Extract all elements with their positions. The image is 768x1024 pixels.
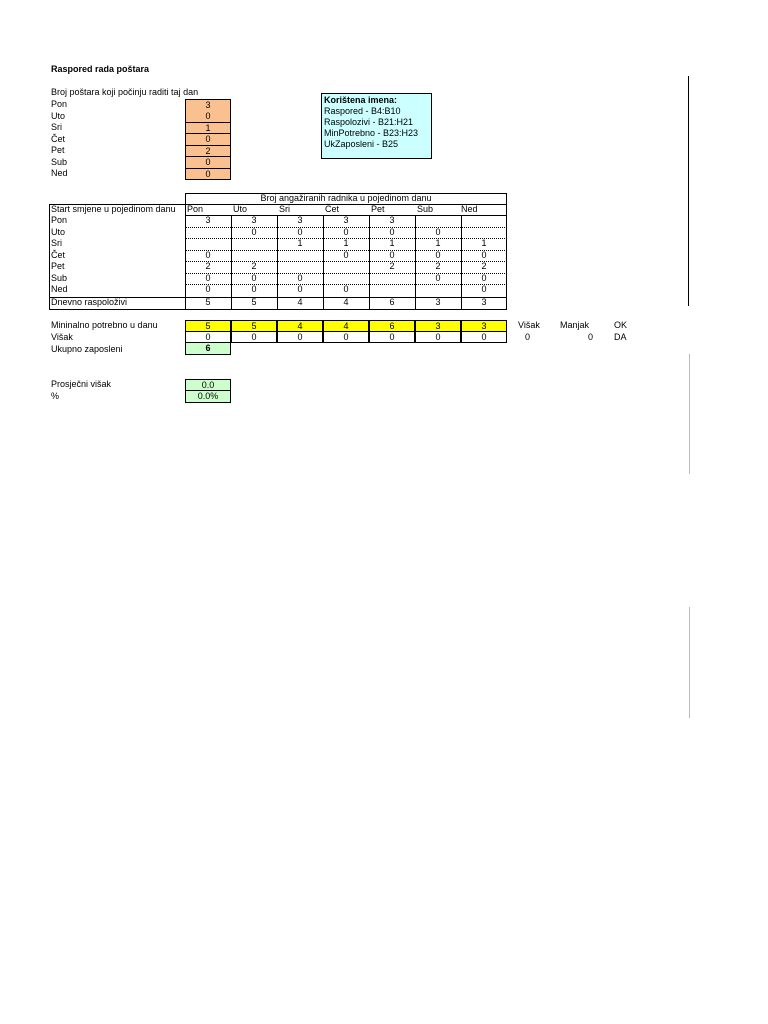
schedule-cell [415,284,461,296]
percent-label: % [51,391,60,401]
check-header-surplus: Višak [518,320,540,330]
minimum-required-label: Mininalno potrebno u danu [51,320,158,330]
schedule-cell: 0 [389,226,395,237]
schedule-cell: 2 [251,261,257,271]
named-range-line: UkZaposleni - B25 [324,139,399,149]
schedule-cell: 2 [435,261,441,271]
start-count-cell[interactable]: 0 [185,169,231,181]
surplus-label: Višak [51,332,73,342]
schedule-cell: 1 [435,238,441,248]
schedule-cell: 0 [389,249,395,260]
named-range-line: Raspolozivi - B21:H21 [324,117,414,127]
schedule-cell [461,215,507,227]
total-employed-cell[interactable]: 6 [185,342,231,355]
schedule-cell [231,238,277,250]
schedule-cell: 0 [481,249,487,260]
schedule-cell: 2 [205,261,211,271]
schedule-cell: 1 [481,238,487,248]
schedule-cell: 0 [343,249,349,260]
start-count-cell[interactable]: 1 [185,123,231,135]
named-range-line: Raspored - B4:B10 [324,106,401,116]
schedule-row [49,238,507,250]
start-day-label: Sri [51,122,62,132]
row-day-label: Čet [51,249,66,260]
row-day-label: Pet [51,261,65,271]
check-value-surplus: 0 [525,332,531,342]
start-count-cell[interactable]: 0 [185,111,231,123]
check-header-shortage: Manjak [560,320,590,330]
average-surplus-cell: 0.0 [185,379,231,391]
surplus-cell: 0 [277,331,323,343]
schedule-cell [461,227,507,239]
start-day-label: Čet [51,133,66,144]
start-day-label: Pet [51,145,65,155]
surplus-cell: 0 [369,331,415,343]
schedule-cell [323,273,369,285]
page-break-line [688,76,689,306]
schedule-cell: 0 [435,226,441,237]
schedule-cell [323,261,369,273]
schedule-cell: 0 [297,272,303,283]
available-cell: 4 [297,297,303,307]
schedule-cell: 0 [481,284,487,294]
start-count-cell[interactable]: 0 [185,157,231,169]
check-value-ok: DA [614,332,627,342]
schedule-row [49,227,507,239]
schedule-cell [415,215,461,227]
schedule-cell [369,284,415,296]
page-break-line [689,607,690,718]
row-day-label: Ned [51,284,68,294]
schedule-cell: 1 [297,238,303,248]
schedule-cell: 3 [389,215,395,225]
named-ranges-box [321,93,432,159]
surplus-cell: 0 [185,331,231,343]
column-header: Čet [325,204,340,214]
start-day-label: Sub [51,156,68,167]
minimum-required-cell[interactable]: 4 [323,320,369,332]
column-header: Ned [461,204,478,214]
schedule-cell: 0 [205,272,211,283]
schedule-row [49,250,507,262]
average-surplus-label: Prosječni višak [51,379,112,389]
start-counts-caption: Broj poštara koji počinju raditi taj dan [51,87,199,97]
available-cell: 3 [435,297,441,307]
schedule-cell: 1 [343,238,349,248]
schedule-cell: 0 [205,284,211,294]
minimum-required-cell[interactable]: 3 [415,320,461,332]
available-cell: 3 [481,297,487,307]
column-header-row [49,204,507,216]
column-header: Uto [233,204,248,214]
schedule-cell: 0 [343,284,349,294]
schedule-cell: 0 [435,249,441,260]
minimum-required-cell[interactable]: 6 [369,320,415,332]
start-day-label: Ned [51,168,68,178]
check-header-ok: OK [614,320,628,330]
minimum-required-cell[interactable]: 3 [461,320,507,332]
check-value-shortage: 0 [588,332,594,342]
surplus-cell: 0 [323,331,369,343]
available-cell: 4 [343,297,349,307]
document-title: Raspored rada poštara [51,64,150,74]
named-ranges-header: Korištena imena: [324,95,398,105]
surplus-cell: 0 [461,331,507,343]
schedule-cell [369,273,415,285]
schedule-cell: 0 [481,272,487,283]
schedule-cell [277,250,323,262]
minimum-required-cell[interactable]: 4 [277,320,323,332]
total-employed-label: Ukupno zaposleni [51,344,123,354]
schedule-cell: 3 [343,215,349,225]
column-header: Sri [279,204,290,214]
start-day-label: Uto [51,110,66,121]
start-count-cell[interactable]: 3 [185,99,231,112]
schedule-cell: 3 [205,215,211,225]
available-cell: 5 [251,297,257,307]
schedule-cell: 0 [435,272,441,283]
row-day-label: Sub [51,272,68,283]
schedule-cell [277,261,323,273]
schedule-cell [231,250,277,262]
schedule-cell: 0 [343,226,349,237]
row-day-label: Uto [51,226,66,237]
minimum-required-cell[interactable]: 5 [231,320,277,332]
schedule-cell: 3 [297,215,303,225]
schedule-row [49,261,507,273]
available-cell: 6 [389,297,395,307]
schedule-cell: 2 [481,261,487,271]
schedule-row [49,215,507,227]
engaged-workers-header: Broj angažiranih radnika u pojedinom danu [260,193,432,203]
column-header: Pet [371,204,385,214]
schedule-cell: 0 [251,272,257,283]
available-cell: 5 [205,297,211,307]
schedule-row [49,273,507,285]
schedule-cell: 2 [389,261,395,271]
surplus-cell: 0 [415,331,461,343]
named-range-line: MinPotrebno - B23:H23 [324,128,419,138]
row-day-label: Pon [51,215,68,225]
surplus-cell: 0 [231,331,277,343]
schedule-cell [185,238,231,250]
row-day-label: Sri [51,238,62,248]
column-header: Sub [417,204,434,214]
available-label: Dnevno raspoloživi [51,297,128,307]
schedule-cell [185,227,231,239]
schedule-cell: 1 [389,238,395,248]
schedule-cell: 3 [251,215,257,225]
schedule-cell: 0 [297,226,303,237]
column-header: Pon [187,204,204,214]
schedule-cell: 0 [251,226,257,237]
start-count-cell[interactable]: 0 [185,134,231,146]
schedule-cell: 0 [251,284,257,294]
schedule-cell: 0 [297,284,303,294]
start-shift-label: Start smjene u pojedinom danu [51,204,176,214]
page-break-line [689,354,690,474]
start-day-label: Pon [51,99,68,109]
available-row [49,297,507,309]
schedule-row [49,284,507,296]
percent-cell: 0.0% [185,390,231,403]
minimum-required-cell[interactable]: 5 [185,320,231,332]
schedule-cell: 0 [205,249,211,260]
start-count-cell[interactable]: 2 [185,146,231,158]
